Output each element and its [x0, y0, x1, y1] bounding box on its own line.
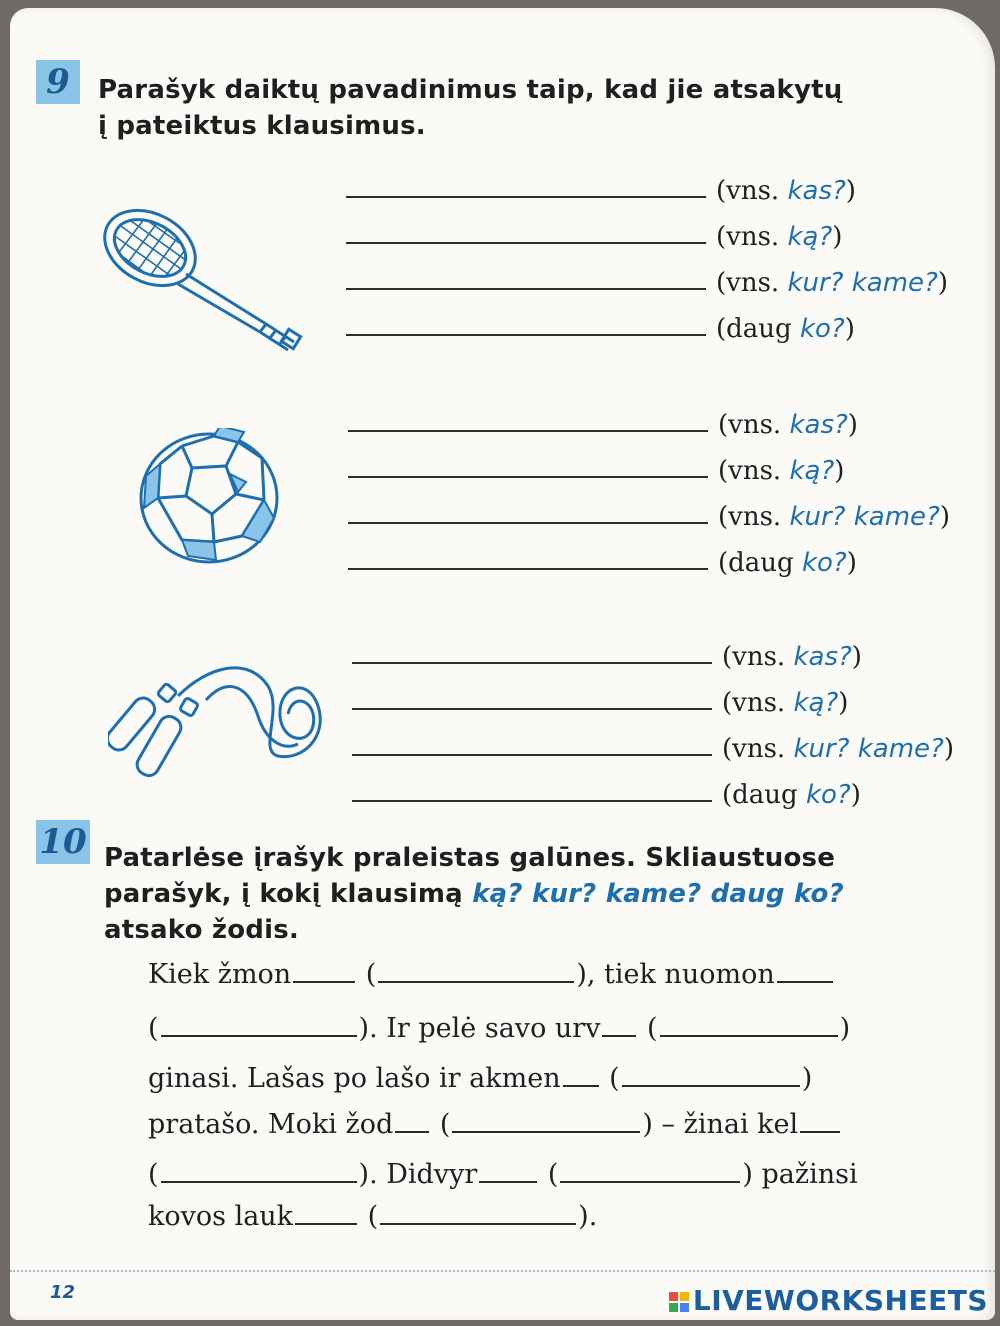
- proverb-line: ( ). Ir pelė savo urv ( ): [148, 1013, 851, 1044]
- ending-blank[interactable]: [563, 1063, 599, 1087]
- exercise-10-instruction-line2: parašyk, į kokį klausimą ką? kur? kame? daug ko?: [104, 879, 844, 909]
- ending-blank[interactable]: [777, 959, 833, 983]
- answer-blank[interactable]: [352, 662, 712, 664]
- exercise-10-instruction-line1: Patarlėse įrašyk praleistas galūnes. Skliaustuose: [104, 843, 836, 873]
- brand-name: LIVEWORKSHEETS: [692, 1284, 988, 1317]
- liveworksheets-logo-icon: [669, 1292, 689, 1312]
- proverb-line: ginasi. Lašas po lašo ir akmen ( ): [148, 1063, 813, 1094]
- proverb-line: ( ). Didvyr ( ) pažinsi: [148, 1159, 858, 1190]
- answer-blank[interactable]: [348, 568, 708, 570]
- ending-blank[interactable]: [602, 1013, 636, 1037]
- exercise-10-instruction: [104, 840, 844, 948]
- question-label: (vns. kas?): [718, 410, 858, 440]
- question-label: (daug ko?): [722, 780, 861, 810]
- proverb-line: pratašo. Moki žod ( ) – žinai kel: [148, 1102, 938, 1148]
- exercise-9-instruction-line1: Parašyk daiktų pavadinimus taip, kad jie atsakytų: [98, 75, 843, 105]
- question-words: ką? kur? kame? daug ko?: [472, 879, 844, 909]
- question-label: (vns. kas?): [716, 176, 856, 206]
- question-blank[interactable]: [622, 1063, 800, 1087]
- question-blank[interactable]: [161, 1159, 357, 1183]
- question-label: (daug ko?): [718, 548, 857, 578]
- answer-blank[interactable]: [346, 242, 706, 244]
- question-blank[interactable]: [161, 1013, 357, 1037]
- question-blank[interactable]: [560, 1159, 740, 1183]
- answer-blank[interactable]: [346, 196, 706, 198]
- exercise-10-instruction-line3: atsako žodis.: [104, 915, 299, 945]
- ending-blank[interactable]: [479, 1159, 537, 1183]
- answer-blank[interactable]: [352, 708, 712, 710]
- jump-rope-image: [108, 656, 338, 786]
- proverb-line: kovos lauk ( ).: [148, 1201, 598, 1232]
- question-label: (vns. kur? kame?): [716, 268, 949, 298]
- ending-blank[interactable]: [295, 1201, 357, 1225]
- soccer-ball-image: [134, 428, 284, 568]
- tennis-racket-image: [98, 204, 308, 354]
- exercise-9-instruction-line2: į pateiktus klausimus.: [98, 111, 426, 141]
- question-blank[interactable]: [660, 1013, 838, 1037]
- question-label: (vns. ką?): [716, 222, 843, 252]
- ending-blank[interactable]: [395, 1109, 429, 1133]
- footer-divider: [10, 1270, 995, 1272]
- question-label: (vns. kur? kame?): [722, 734, 955, 764]
- proverb-line: Kiek žmon ( ), tiek nuomon: [148, 952, 938, 998]
- answer-blank[interactable]: [346, 288, 706, 290]
- ending-blank[interactable]: [293, 959, 355, 983]
- answer-blank[interactable]: [348, 430, 708, 432]
- answer-blank[interactable]: [346, 334, 706, 336]
- answer-blank[interactable]: [348, 476, 708, 478]
- question-label: (daug ko?): [716, 314, 855, 344]
- question-blank[interactable]: [378, 959, 574, 983]
- question-label: (vns. kur? kame?): [718, 502, 951, 532]
- answer-blank[interactable]: [352, 800, 712, 802]
- exercise-9-instruction: [98, 72, 843, 144]
- answer-blank[interactable]: [348, 522, 708, 524]
- question-blank[interactable]: [452, 1109, 640, 1133]
- answer-blank[interactable]: [352, 754, 712, 756]
- exercise-10-badge: 10: [36, 820, 90, 864]
- question-label: (vns. ką?): [718, 456, 845, 486]
- page-number: 12: [50, 1282, 76, 1303]
- question-blank[interactable]: [380, 1201, 576, 1225]
- question-label: (vns. ką?): [722, 688, 849, 718]
- question-label: (vns. kas?): [722, 642, 862, 672]
- liveworksheets-watermark: [669, 1284, 988, 1317]
- exercise-9-badge: 9: [36, 60, 80, 104]
- workbook-page: [10, 8, 995, 1320]
- ending-blank[interactable]: [800, 1109, 840, 1133]
